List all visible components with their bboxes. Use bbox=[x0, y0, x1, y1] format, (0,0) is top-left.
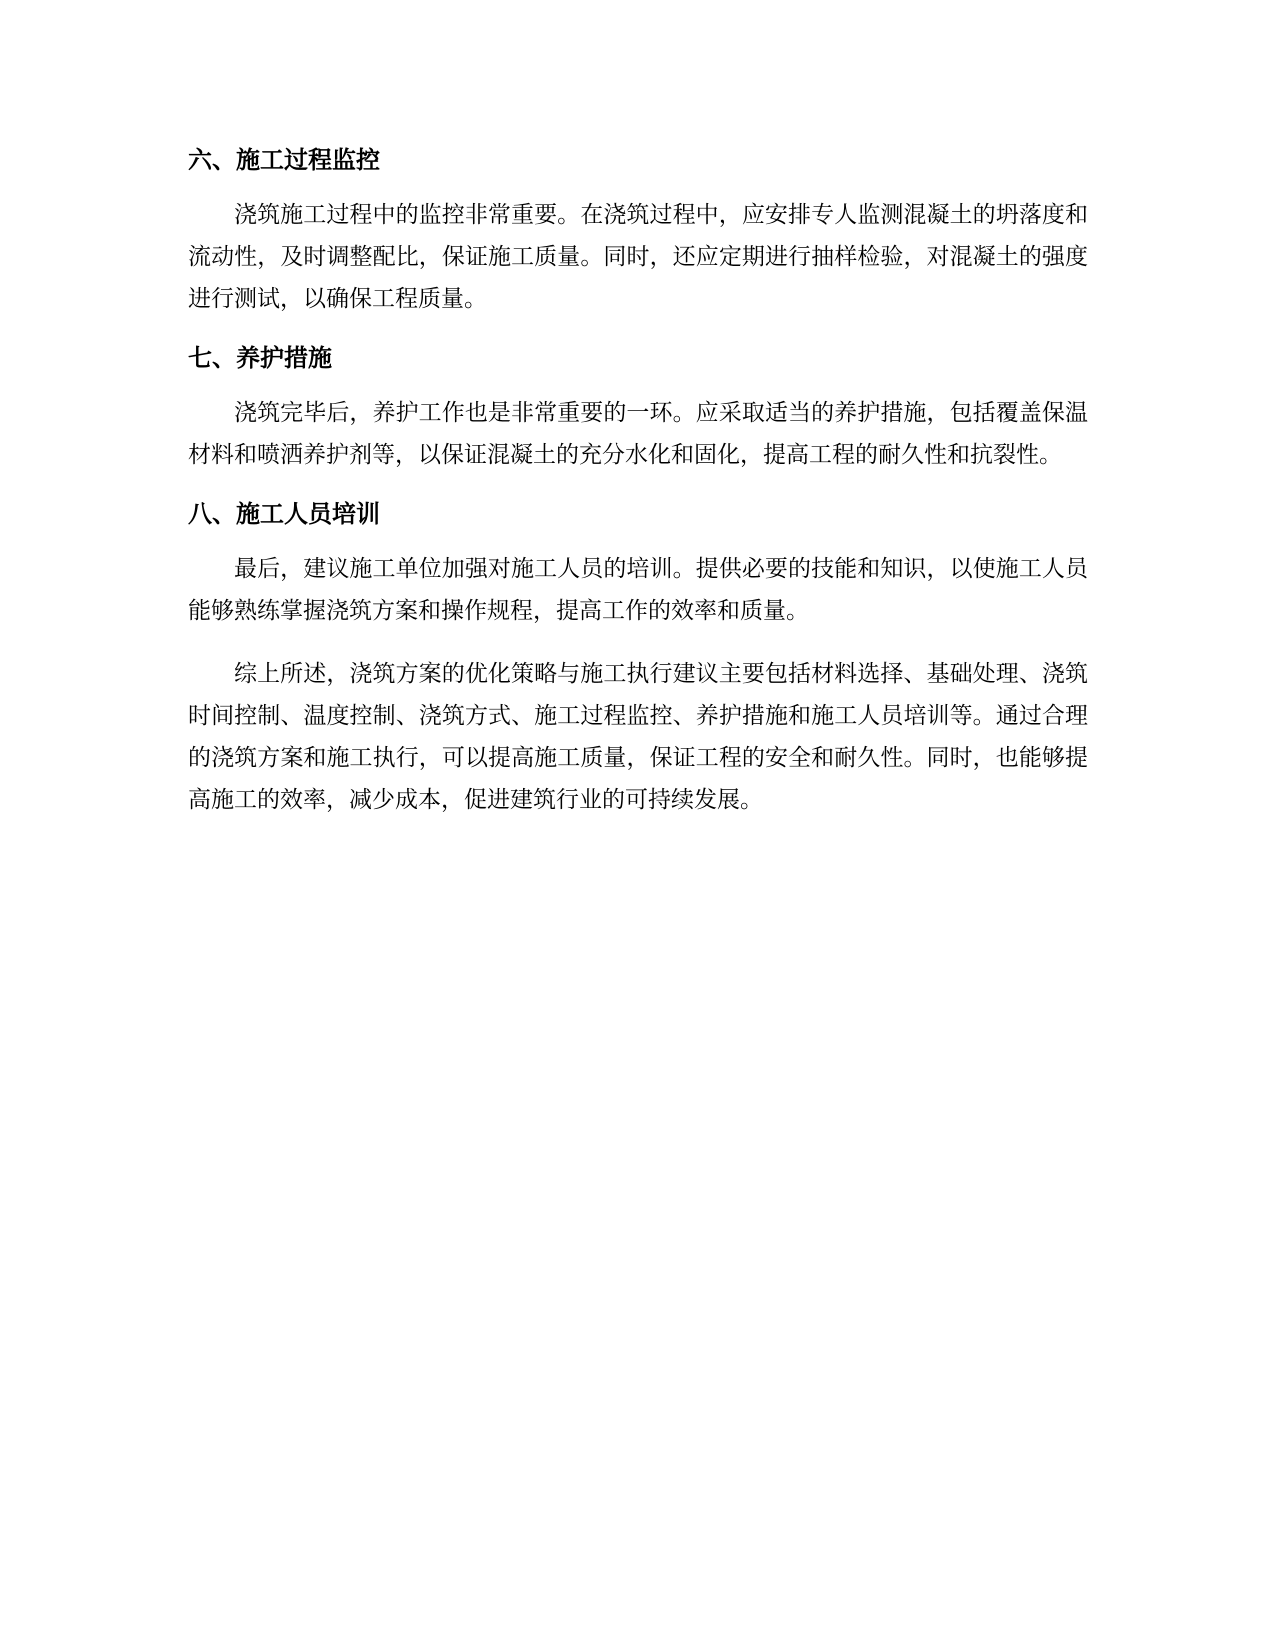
section-heading-curing: 七、养护措施 bbox=[188, 344, 332, 372]
monitoring-paragraph: 浇筑施工过程中的监控非常重要。在浇筑过程中，应安排专人监测混凝土的坍落度和流动性，及时调整配比，保证施工质量。同时，还应定期进行抽样检验，对混凝土的强度进行测试，以确保工程质量。 bbox=[188, 202, 1088, 312]
section-heading-monitoring: 六、施工过程监控 bbox=[188, 146, 380, 174]
training-paragraph: 最后，建议施工单位加强对施工人员的培训。提供必要的技能和知识，以使施工人员能够熟练掌握浇筑方案和操作规程，提高工作的效率和质量。 bbox=[188, 556, 1088, 624]
section-heading-training: 八、施工人员培训 bbox=[188, 500, 380, 528]
document-body bbox=[188, 143, 1088, 821]
summary-paragraph: 综上所述，浇筑方案的优化策略与施工执行建议主要包括材料选择、基础处理、浇筑时间控制、温度控制、浇筑方式、施工过程监控、养护措施和施工人员培训等。通过合理的浇筑方案和施工执行，可以提高施工质量，保证工程的安全和耐久性。同时，也能够提高施工的效率，减少成本，促进建筑行业的可持续发展。 bbox=[188, 661, 1088, 813]
curing-paragraph: 浇筑完毕后，养护工作也是非常重要的一环。应采取适当的养护措施，包括覆盖保温材料和喷洒养护剂等，以保证混凝土的充分水化和固化，提高工程的耐久性和抗裂性。 bbox=[188, 400, 1088, 468]
